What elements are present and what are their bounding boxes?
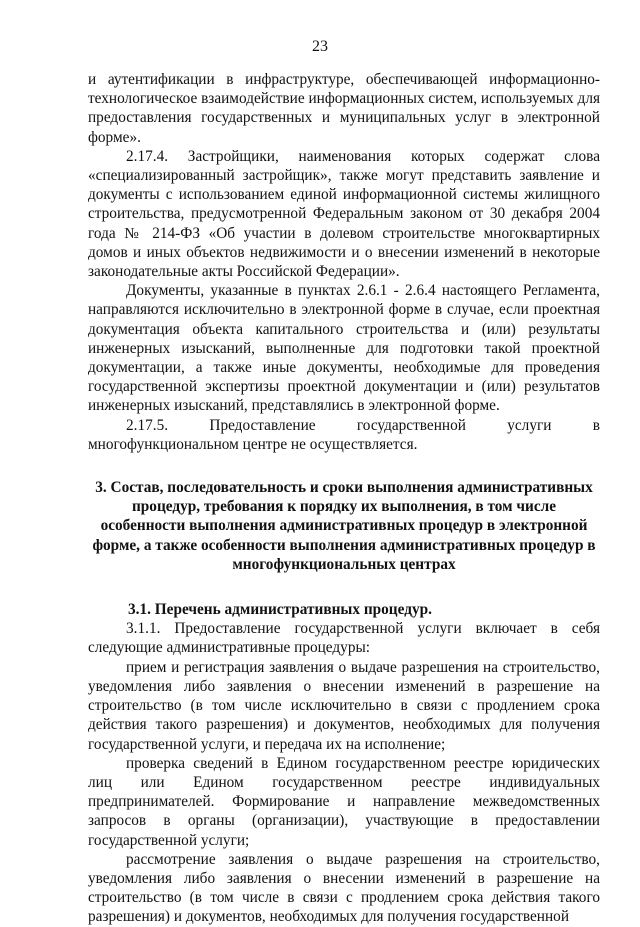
procedure-item: прием и регистрация заявления о выдаче разрешения на строительство, уведомления либо заявления о внесении изменений в разрешение на строительство (в том числе исключительно в связи с продлением срока действия такого разрешения) и документов, необходимых для получения государственной услуги, и передача их на исполнение; <box>88 658 600 753</box>
paragraph-2-17-5: 2.17.5. Предоставление государственной услуги в многофункциональном центре не осуществляется. <box>88 416 600 453</box>
subsection-title: 3.1. Перечень административных процедур. <box>128 601 432 619</box>
section-title: 3. Состав, последовательность и сроки выполнения административных процедур, требования к порядку их выполнения, в том числе особенности выполнения административных процедур в электронной форме, а также особенности выполнения административных процедур в многофункциональных центрах <box>92 479 596 573</box>
procedure-item: рассмотрение заявления о выдаче разрешения на строительство, уведомления либо заявления о внесении изменений в разрешение на строительство (в том числе в связи с продлением срока действия такого разрешения) и документов, необходимых для получения государственной <box>88 850 600 926</box>
paragraph-2-17-4: 2.17.4. Застройщики, наименования которых содержат слова «специализированный застройщик», также могут представить заявление и документы с использованием единой информационной системы жилищного строительства, предусмотренной Федеральным законом от 30 декабря 2004 года № 214-ФЗ «Об участии в долевом строительстве многоквартирных домов и иных объектов недвижимости и о внесении изменений в некоторые законодательные акты Российской Федерации». <box>88 147 600 281</box>
paragraph-continuation: и аутентификации в инфраструктуре, обеспечивающей информационно-технологическое взаимодействие информационных систем, используемых для предоставления государственных и муниципальных услуг в электронной форме». <box>88 71 600 146</box>
page-number: 23 <box>312 38 328 55</box>
subsection-intro: 3.1.1. Предоставление государственной услуги включает в себя следующие административные процедуры: <box>88 620 600 657</box>
procedure-item: проверка сведений в Едином государственном реестре юридических лиц или Едином государственном реестре индивидуальных предпринимателей. Формирование и направление межведомственных запросов в органы (организации), участвующие в предоставлении государственной услуги; <box>88 754 600 849</box>
document-body <box>88 70 600 927</box>
paragraph-documents: Документы, указанные в пунктах 2.6.1 - 2.6.4 настоящего Регламента, направляются исключительно в электронной форме в случае, если проектная документация объекта капитального строительства и (или) результаты инженерных изысканий, выполненные для подготовки такой проектной документации, а также иные документы, необходимые для проведения государственной экспертизы проектной документации и (или) результатов инженерных изысканий, представлялись в электронной форме. <box>88 282 600 415</box>
